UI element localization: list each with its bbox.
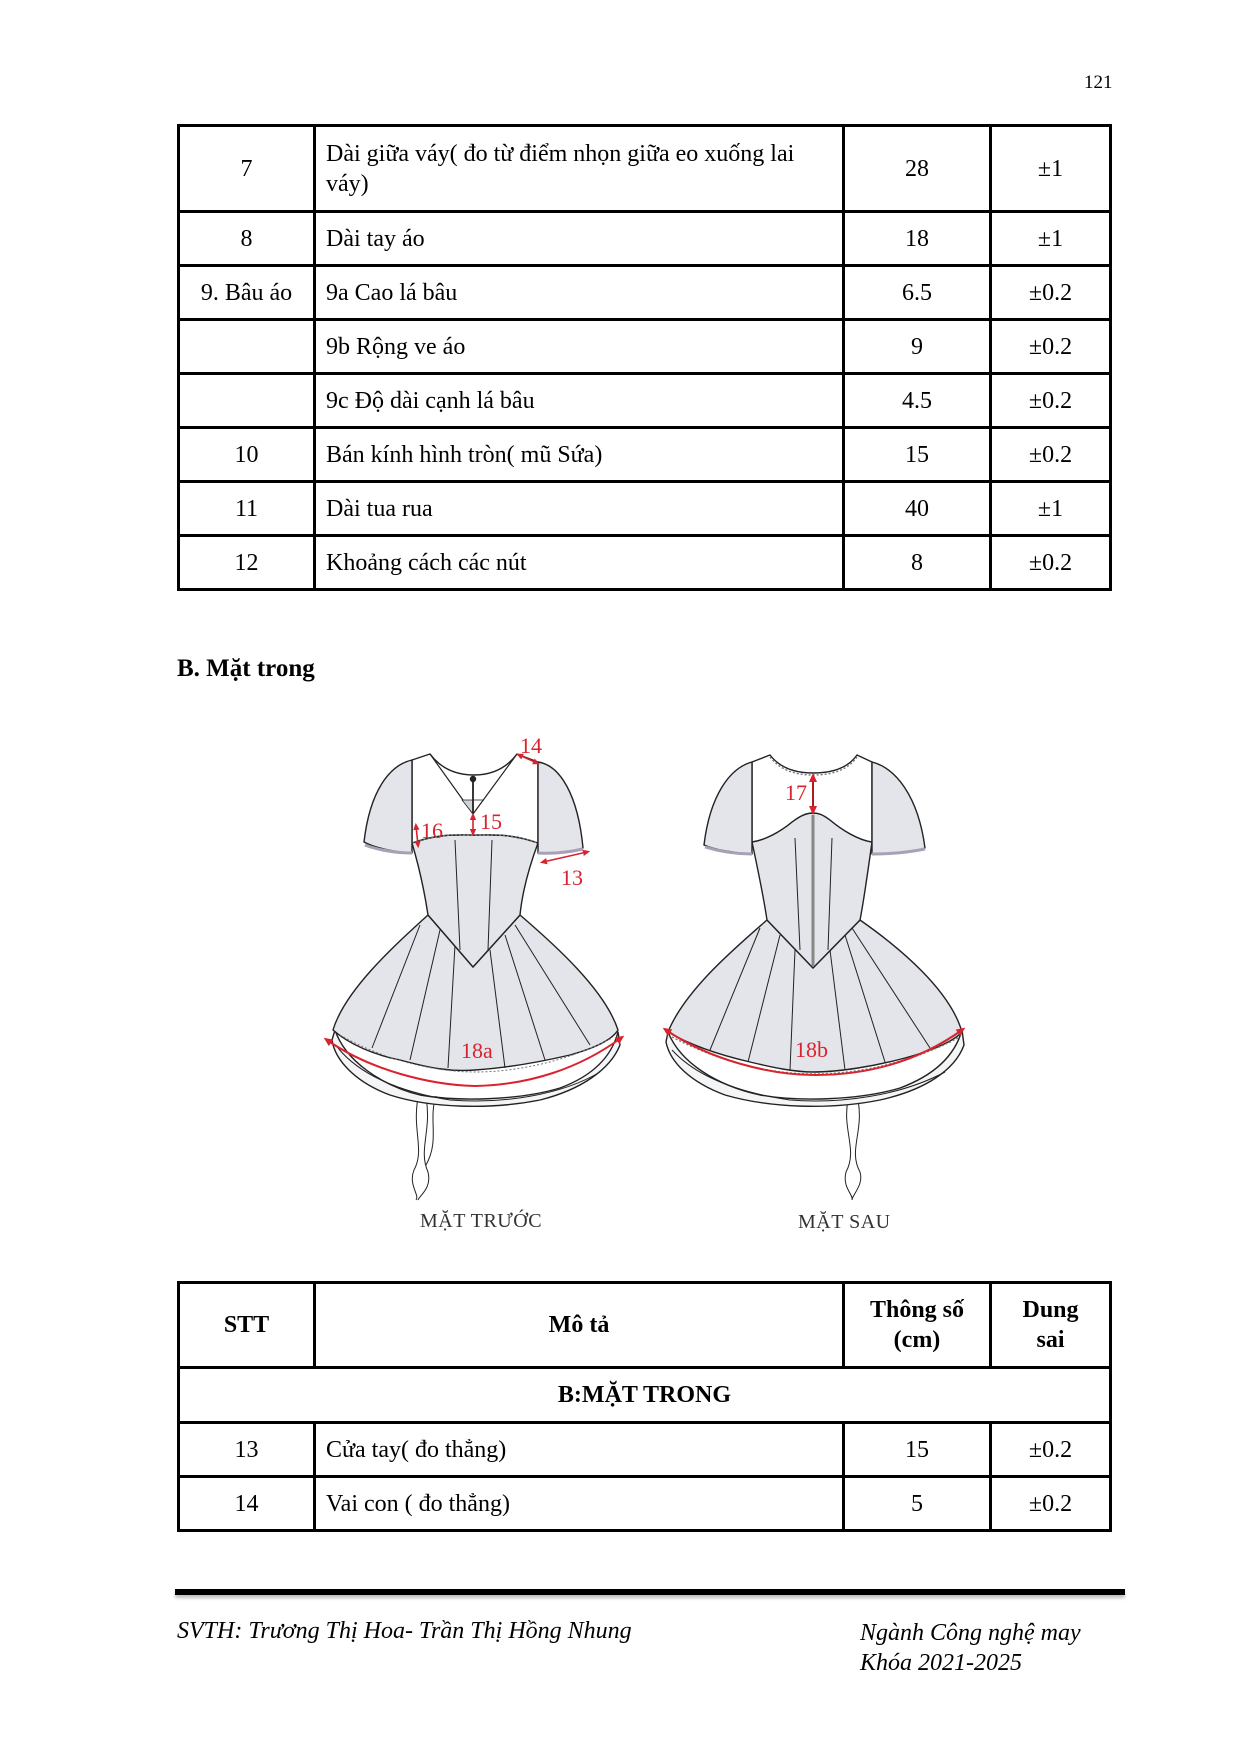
back-dress-icon	[666, 755, 964, 1200]
description-cell: Cửa tay( đo thẳng)	[315, 1423, 844, 1477]
stt-cell: 9. Bâu áo	[179, 266, 315, 320]
table-row	[179, 428, 1111, 482]
table-row	[179, 1423, 1111, 1477]
section-heading: B. Mặt trong	[177, 655, 315, 682]
value-cell: 15	[844, 1423, 991, 1477]
front-view-caption: MẶT TRƯỚC	[420, 1210, 543, 1232]
header-tolerance-line1: Dung	[1022, 1297, 1079, 1323]
description-cell: Vai con ( đo thẳng)	[315, 1477, 844, 1531]
header-description: Mô tả	[315, 1283, 844, 1368]
description-cell: 9b Rộng ve áo	[315, 320, 844, 374]
table-row	[179, 266, 1111, 320]
header-tolerance-line2: sai	[1036, 1327, 1065, 1353]
stt-cell: 13	[179, 1423, 315, 1477]
stt-cell: 7	[179, 126, 315, 212]
spec-table-a	[177, 124, 1112, 591]
description-cell: Dài tay áo	[315, 212, 844, 266]
tolerance-cell: ±0.2	[991, 1423, 1111, 1477]
footer-program	[860, 1618, 1081, 1678]
value-cell: 8	[844, 536, 991, 590]
table-header-row	[179, 1283, 1111, 1368]
value-cell: 18	[844, 212, 991, 266]
dress-flats-svg	[300, 720, 980, 1240]
table-row	[179, 482, 1111, 536]
footer-course: Khóa 2021-2025	[860, 1650, 1022, 1676]
value-cell: 28	[844, 126, 991, 212]
stt-cell: 10	[179, 428, 315, 482]
tolerance-cell: ±0.2	[991, 1477, 1111, 1531]
value-cell: 9	[844, 320, 991, 374]
table-row	[179, 126, 1111, 212]
header-value	[844, 1283, 991, 1368]
label-18a: 18a	[461, 1038, 493, 1063]
description-cell: Bán kính hình tròn( mũ Sứa)	[315, 428, 844, 482]
table-row	[179, 320, 1111, 374]
tolerance-cell: ±1	[991, 212, 1111, 266]
description-cell: Khoảng cách các nút	[315, 536, 844, 590]
tolerance-cell: ±1	[991, 482, 1111, 536]
footer-divider	[175, 1589, 1125, 1595]
stt-cell: 12	[179, 536, 315, 590]
table-section-row	[179, 1368, 1111, 1423]
table-row	[179, 212, 1111, 266]
label-16: 16	[421, 818, 443, 843]
footer-authors: SVTH: Trương Thị Hoa- Trần Thị Hồng Nhung	[177, 1618, 632, 1644]
stt-cell	[179, 374, 315, 428]
value-cell: 15	[844, 428, 991, 482]
stt-cell	[179, 320, 315, 374]
tolerance-cell: ±0.2	[991, 320, 1111, 374]
spec-table-b	[177, 1281, 1112, 1532]
back-view-caption: MẶT SAU	[798, 1211, 891, 1233]
section-label: B:MẶT TRONG	[179, 1368, 1111, 1423]
description-cell: Dài giữa váy( đo từ điểm nhọn giữa eo xuống lai váy)	[315, 126, 844, 212]
header-value-line2: (cm)	[893, 1327, 941, 1353]
label-13: 13	[561, 865, 583, 890]
tolerance-cell: ±0.2	[991, 428, 1111, 482]
header-tolerance	[991, 1283, 1111, 1368]
label-15: 15	[480, 809, 502, 834]
value-cell: 5	[844, 1477, 991, 1531]
stt-cell: 8	[179, 212, 315, 266]
description-cell: 9c Độ dài cạnh lá bâu	[315, 374, 844, 428]
front-dress-icon	[332, 754, 620, 1200]
label-17: 17	[785, 780, 807, 805]
page-number: 121	[1084, 72, 1113, 93]
header-stt: STT	[179, 1283, 315, 1368]
table-row	[179, 1477, 1111, 1531]
footer-major: Ngành Công nghệ may	[860, 1620, 1081, 1646]
header-value-line1: Thông số	[869, 1297, 965, 1323]
table-row	[179, 536, 1111, 590]
label-18b: 18b	[795, 1037, 828, 1062]
label-14: 14	[520, 733, 542, 758]
tolerance-cell: ±0.2	[991, 536, 1111, 590]
stt-cell: 14	[179, 1477, 315, 1531]
value-cell: 40	[844, 482, 991, 536]
tolerance-cell: ±1	[991, 126, 1111, 212]
value-cell: 4.5	[844, 374, 991, 428]
dress-technical-drawing	[300, 720, 980, 1240]
stt-cell: 11	[179, 482, 315, 536]
description-cell: 9a Cao lá bâu	[315, 266, 844, 320]
tolerance-cell: ±0.2	[991, 374, 1111, 428]
tolerance-cell: ±0.2	[991, 266, 1111, 320]
description-cell: Dài tua rua	[315, 482, 844, 536]
table-row	[179, 374, 1111, 428]
value-cell: 6.5	[844, 266, 991, 320]
